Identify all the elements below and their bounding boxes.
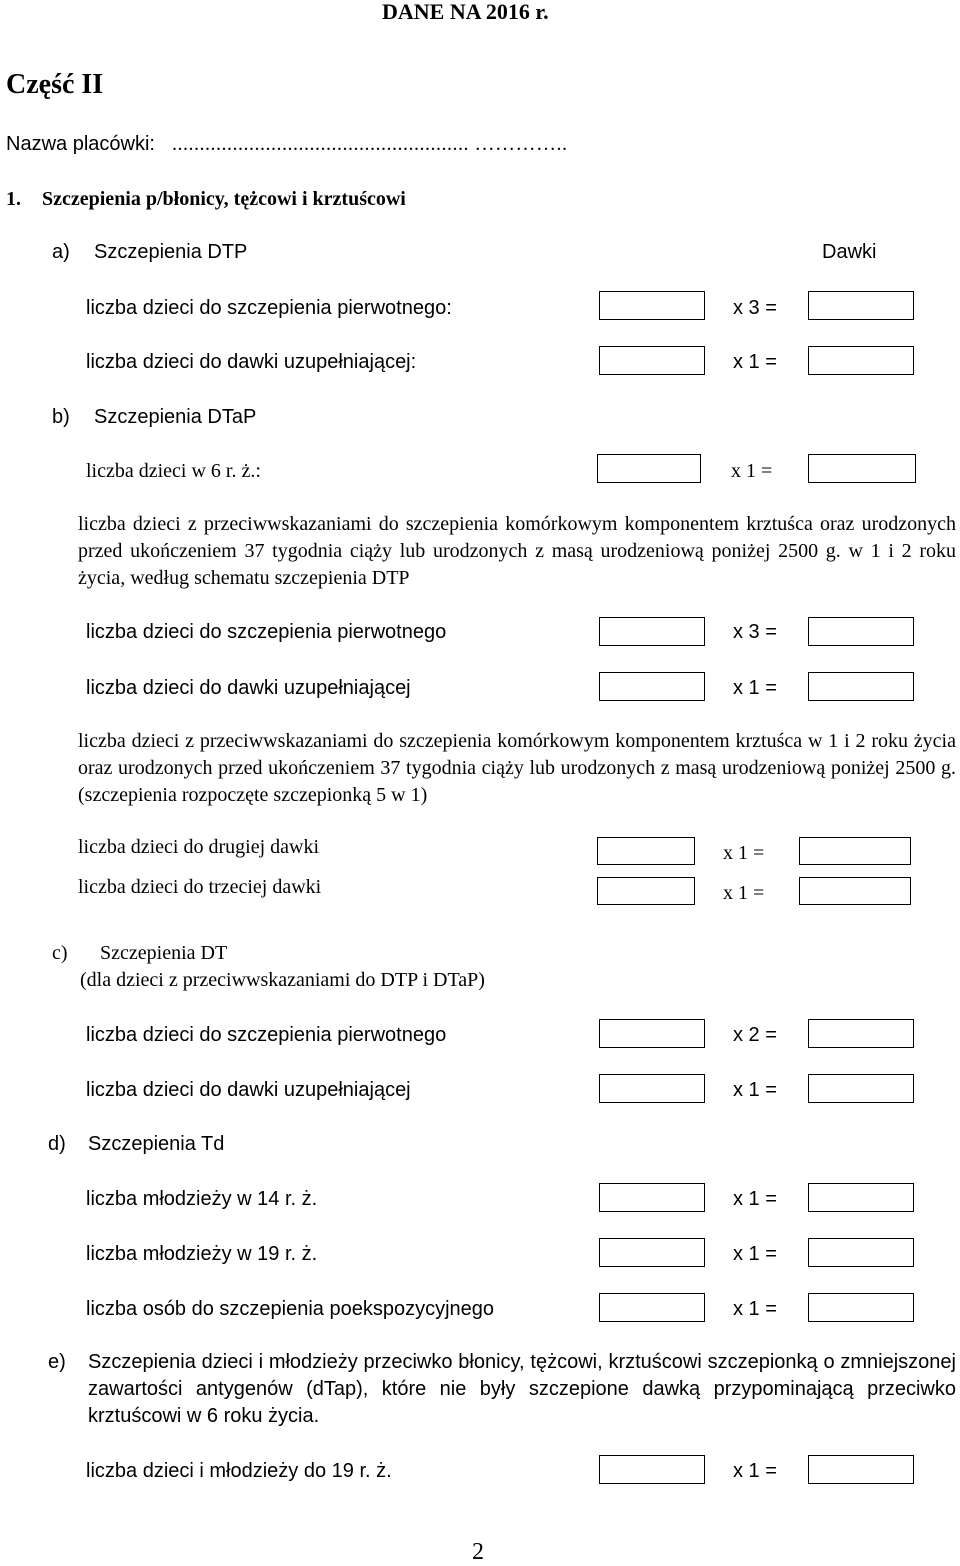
- a-row1-multiplier: x 3 =: [733, 297, 777, 319]
- subsection-d-label: d): [48, 1133, 66, 1155]
- b-row4-multiplier: x 1 =: [723, 842, 765, 864]
- subsection-a-label: a): [52, 241, 70, 263]
- c-row2-doses-input[interactable]: [808, 1074, 914, 1103]
- b-row1-count-input[interactable]: [597, 454, 701, 483]
- c-row1-count-input[interactable]: [599, 1019, 705, 1048]
- d-row2-label: liczba młodzieży w 19 r. ż.: [86, 1243, 318, 1265]
- b-row5-label: liczba dzieci do trzeciej dawki: [78, 876, 322, 898]
- b-row2-doses-input[interactable]: [808, 617, 914, 646]
- a-row2-label: liczba dzieci do dawki uzupełniającej:: [86, 351, 417, 373]
- b-paragraph-2: liczba dzieci z przeciwwskazaniami do szczepienia komórkowym komponentem krztuśca w 1 i 2 roku życia oraz urodzonych przed ukończeniem 37 tygodnia ciąży lub urodzonych z masą urodzeniową poniżej 2500 g. (szczepienia rozpoczęte szczepionką 5 w 1): [78, 730, 956, 806]
- part-title: Część II: [6, 69, 104, 100]
- subsection-c-title: Szczepienia DT: [100, 942, 228, 964]
- d-row3-count-input[interactable]: [599, 1293, 705, 1322]
- a-row2-doses-input[interactable]: [808, 346, 914, 375]
- dawki-column-header: Dawki: [822, 241, 877, 263]
- b-row2-label: liczba dzieci do szczepienia pierwotnego: [86, 621, 447, 643]
- subsection-c-label: c): [52, 942, 68, 964]
- d-row1-label: liczba młodzieży w 14 r. ż.: [86, 1188, 318, 1210]
- b-row3-count-input[interactable]: [599, 672, 705, 701]
- b-row5-count-input[interactable]: [597, 877, 695, 905]
- c-row2-multiplier: x 1 =: [733, 1079, 777, 1101]
- subsection-b-label: b): [52, 406, 70, 428]
- b-row4-doses-input[interactable]: [799, 837, 911, 865]
- b-row4-count-input[interactable]: [597, 837, 695, 865]
- d-row2-count-input[interactable]: [599, 1238, 705, 1267]
- b-row5-multiplier: x 1 =: [723, 882, 765, 904]
- a-row1-doses-input[interactable]: [808, 291, 914, 320]
- b-row2-count-input[interactable]: [599, 617, 705, 646]
- e-row1-label: liczba dzieci i młodzieży do 19 r. ż.: [86, 1460, 392, 1482]
- b-row3-multiplier: x 1 =: [733, 677, 777, 699]
- c-row2-count-input[interactable]: [599, 1074, 705, 1103]
- c-row2-label: liczba dzieci do dawki uzupełniającej: [86, 1079, 411, 1101]
- d-row3-multiplier: x 1 =: [733, 1298, 777, 1320]
- subsection-d-title: Szczepienia Td: [88, 1133, 225, 1155]
- d-row1-count-input[interactable]: [599, 1183, 705, 1212]
- a-row2-count-input[interactable]: [599, 346, 705, 375]
- b-row1-multiplier: x 1 =: [731, 460, 773, 482]
- b-row4-label: liczba dzieci do drugiej dawki: [78, 836, 320, 858]
- page-number: 2: [472, 1539, 484, 1565]
- b-row1-doses-input[interactable]: [808, 454, 916, 483]
- subsection-b-title: Szczepienia DTaP: [94, 406, 257, 428]
- e-row1-doses-input[interactable]: [808, 1455, 914, 1484]
- a-row1-label: liczba dzieci do szczepienia pierwotnego:: [86, 297, 452, 319]
- c-row1-doses-input[interactable]: [808, 1019, 914, 1048]
- section-title: Szczepienia p/błonicy, tężcowi i krztuścowi: [42, 188, 406, 210]
- b-row5-doses-input[interactable]: [799, 877, 911, 905]
- d-row2-multiplier: x 1 =: [733, 1243, 777, 1265]
- d-row1-doses-input[interactable]: [808, 1183, 914, 1212]
- d-row2-doses-input[interactable]: [808, 1238, 914, 1267]
- b-row1-label: liczba dzieci w 6 r. ż.:: [86, 460, 261, 482]
- d-row3-label: liczba osób do szczepienia poekspozycyjnego: [86, 1298, 495, 1320]
- facility-name-field[interactable]: ...................................................... …………..: [172, 133, 568, 155]
- a-row1-count-input[interactable]: [599, 291, 705, 320]
- subsection-c-subtitle: (dla dzieci z przeciwwskazaniami do DTP i DTaP): [80, 969, 485, 991]
- facility-label: Nazwa placówki:: [6, 133, 155, 155]
- subsection-a-title: Szczepienia DTP: [94, 241, 248, 263]
- e-row1-multiplier: x 1 =: [733, 1460, 777, 1482]
- d-row3-doses-input[interactable]: [808, 1293, 914, 1322]
- document-title: DANE NA 2016 r.: [382, 0, 549, 24]
- b-paragraph-1: liczba dzieci z przeciwwskazaniami do szczepienia komórkowym komponentem krztuśca oraz urodzonych przed ukończeniem 37 tygodnia ciąży lub urodzonych z masą urodzeniową poniżej 2500 g. w 1 i 2 roku życia, według schematu szczepienia DTP: [78, 513, 956, 589]
- c-row1-label: liczba dzieci do szczepienia pierwotnego: [86, 1024, 447, 1046]
- subsection-e-paragraph: Szczepienia dzieci i młodzieży przeciwko błonicy, tężcowi, krztuścowi szczepionką o zmniejszonej zawartości antygenów (dTap), które nie były szczepione dawką przypominającą przeciwko krztuścowi w 6 roku życia.: [88, 1351, 956, 1427]
- b-row2-multiplier: x 3 =: [733, 621, 777, 643]
- a-row2-multiplier: x 1 =: [733, 351, 777, 373]
- section-number: 1.: [6, 188, 21, 210]
- b-row3-label: liczba dzieci do dawki uzupełniającej: [86, 677, 411, 699]
- d-row1-multiplier: x 1 =: [733, 1188, 777, 1210]
- b-row3-doses-input[interactable]: [808, 672, 914, 701]
- subsection-e-label: e): [48, 1351, 66, 1373]
- c-row1-multiplier: x 2 =: [733, 1024, 777, 1046]
- e-row1-count-input[interactable]: [599, 1455, 705, 1484]
